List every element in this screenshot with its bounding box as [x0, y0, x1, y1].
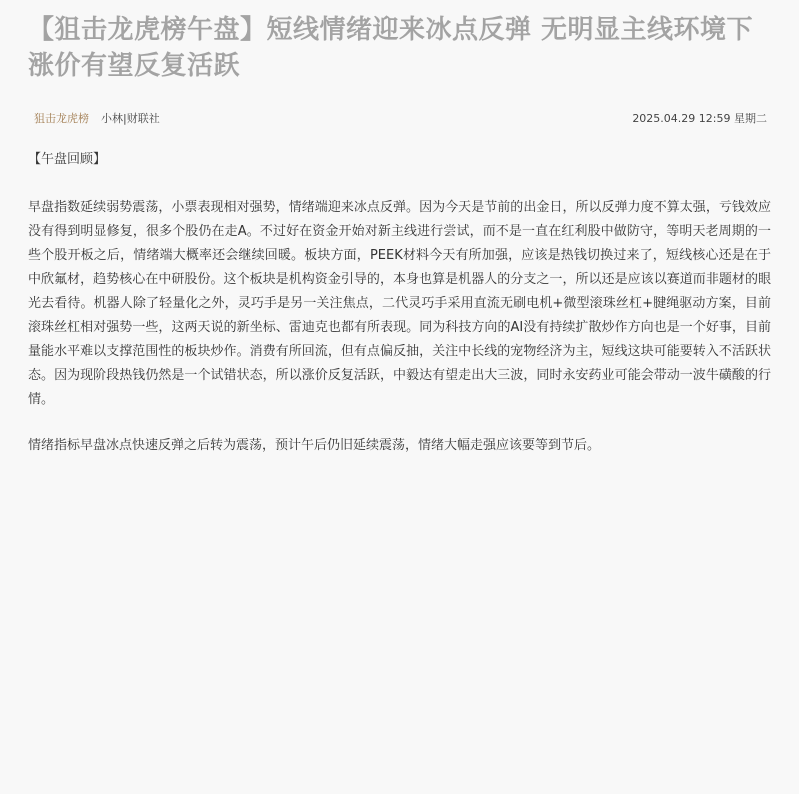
body-paragraph: 情绪指标早盘冰点快速反弹之后转为震荡，预计午后仍旧延续震荡，情绪大幅走强应该要等到节后。: [28, 438, 601, 453]
article-title: 【狙击龙虎榜午盘】短线情绪迎来冰点反弹 无明显主线环境下涨价有望反复活跃: [28, 15, 754, 81]
publish-datetime: 2025.04.29 12:59 星期二: [632, 112, 767, 125]
author-label: 小林|财联社: [101, 112, 160, 125]
article-meta: [28, 110, 771, 128]
body-paragraph: 早盘指数延续弱势震荡，小票表现相对强势，情绪端迎来冰点反弹。因为今天是节前的出金日，所以反弹力度不算太强，亏钱效应没有得到明显修复，很多个股仍在走A。不过好在资金开始对新主线进行尝试，而不是一直在红利股中做防守，等明天老周期的一些个股开板之后，情绪端大概率还会继续回暖。板块方面，PEEK材料今天有所加强，应该是热钱切换过来了，短线核心还是在于中欣氟材，趋势核心在中研股份。这个板块是机构资金引导的，本身也算是机器人的分支之一，所以还是应该以赛道而非题材的眼光去看待。机器人除了轻量化之外，灵巧手是另一关注焦点，二代灵巧手采用直流无刷电机+微型滚珠丝杠+腱绳驱动方案，目前滚珠丝杠相对强势一些，这两天说的新坐标、雷迪克也都有所表现。同为科技方向的AI没有持续扩散炒作方向也是一个好事，目前量能水平难以支撑范围性的板块炒作。消费有所回流，但有点偏反抽，关注中长线的宠物经济为主，短线这块可能要转入不活跃状态。因为现阶段热钱仍然是一个试错状态，所以涨价反复活跃，中毅达有望走出大三波，同时永安药业可能会带动一波牛磺酸的行情。: [28, 200, 771, 407]
section-heading: 【午盘回顾】: [28, 152, 107, 167]
column-tag-link[interactable]: 狙击龙虎榜: [34, 112, 89, 125]
